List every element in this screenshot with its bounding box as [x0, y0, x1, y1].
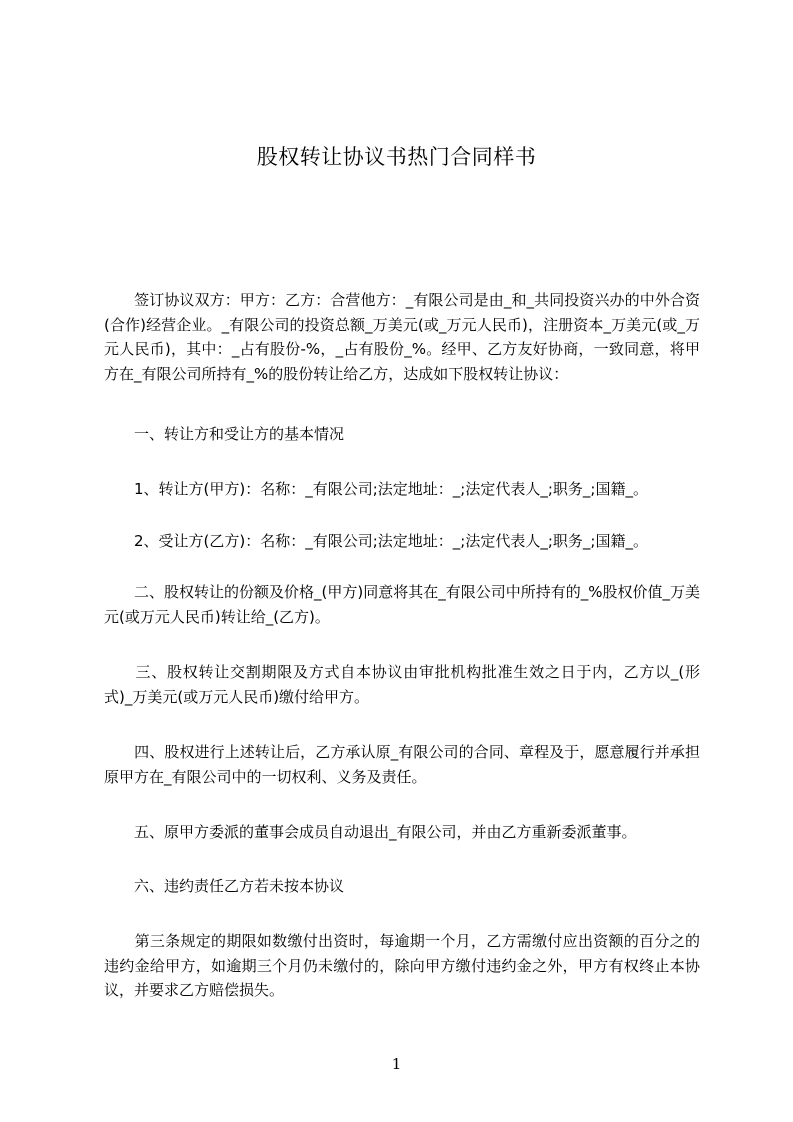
paragraph-section-5: 五、原甲方委派的董事会成员自动退出_有限公司，并由乙方重新委派董事。 [104, 823, 637, 841]
document-title: 股权转让协议书热门合同样书 [256, 145, 537, 169]
paragraph-section-6-heading: 六、违约责任乙方若未按本协议 [104, 877, 345, 895]
paragraph-parties: 签订协议双方：甲方：乙方：合营他方：_有限公司是由_和_共同投资兴办的中外合资(合作)经营企业。_有限公司的投资总额_万美元(或_万元人民币)，注册资本_万美元(或_万元人民币)，其中：_占有股份-%，_占有股份_%。经甲、乙方友好协商，一致同意，将甲方在_有限公司所持有_%的股份转让给乙方，达成如下股权转让协议： [104, 291, 700, 384]
paragraph-transferee: 2、受让方(乙方)：名称：_有限公司;法定地址：_;法定代表人_;职务_;国籍_。 [104, 532, 648, 550]
paragraph-section-4: 四、股权进行上述转让后，乙方承认原_有限公司的合同、章程及于，愿意履行并承担原甲方在_有限公司中的一切权利、义务及责任。 [104, 743, 700, 786]
paragraph-section-3: 三、股权转让交割期限及方式自本协议由审批机构批准生效之日于内，乙方以_(形式)_万美元(或万元人民币)缴付给甲方。 [104, 663, 700, 706]
paragraph-section-2: 二、股权转让的份额及价格_(甲方)同意将其在_有限公司中所持有的_%股权价值_万美元(或万元人民币)转让给_(乙方)。 [104, 583, 700, 626]
paragraph-transferor: 1、转让方(甲方)：名称：_有限公司;法定地址：_;法定代表人_;职务_;国籍_。 [104, 480, 648, 498]
paragraph-section-1-heading: 一、转让方和受让方的基本情况 [104, 425, 345, 443]
paragraph-penalty: 第三条规定的期限如数缴付出资时，每逾期一个月，乙方需缴付应出资额的百分之的违约金给甲方，如逾期三个月仍未缴付的，除向甲方缴付违约金之外，甲方有权终止本协议，并要求乙方赔偿损失。 [104, 932, 700, 1000]
page-number: 1 [391, 1055, 402, 1073]
